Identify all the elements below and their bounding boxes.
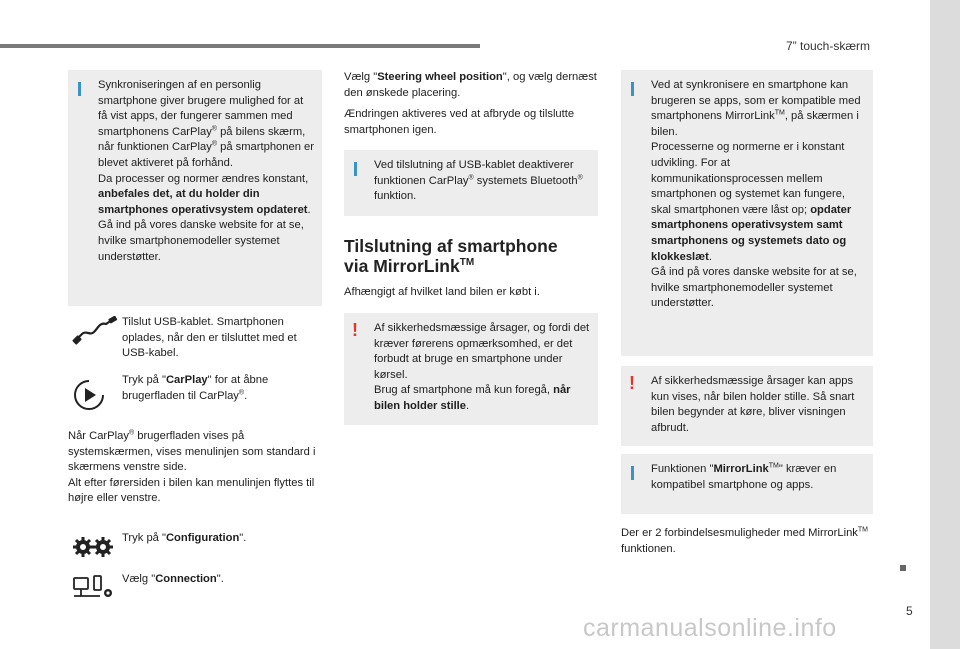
step-configuration-text: Tryk på "Configuration".	[122, 532, 247, 544]
activation-text: Ændringen aktiveres ved at afbryde og tilslutte smartphonen igen.	[344, 108, 575, 136]
watermark: carmanualsonline.info	[583, 614, 837, 642]
warning-text-driving: Af sikkerhedsmæssige årsager, og fordi det kræver førerens opmærksomhed, er det forbudt at bruge en smartphone under kørsel.	[374, 322, 590, 381]
step-usb-text: Tilslut USB-kablet. Smartphonen oplades, når den er tilsluttet med et USB-kabel.	[122, 316, 297, 360]
warning-icon: !	[352, 320, 358, 340]
gears-icon	[72, 535, 114, 559]
info-text-carplay: Synkroniseringen af en personlig smartphone giver brugere mulighed for at få vist apps, der fungerer sammen med smartphonens CarPlay® på bilens skærm, når funktionen CarPlay® på smartphonen er blevet aktiveret på forhånd.	[98, 79, 315, 169]
country-dependency-text: Afhængigt af hvilket land bilen er købt i.	[344, 286, 540, 298]
info-icon	[631, 466, 634, 480]
menubar-paragraph: Når CarPlay® brugerfladen vises på systemskærmen, vises menulinjen som standard i skærmens venstre side. Alt efter førersiden i bilen kan menulinjen flyttes til højre eller venstre.	[68, 429, 316, 505]
info-icon	[631, 82, 634, 96]
info-text-processes: Processerne og normerne er i konstant udvikling. For at kommunikationsprocessen mellem smartphonen og systemet kan fungere, skal smartphonen være låst op; opdater smartphonens operativsystem samt smartphonens og systemets dato og klokkeslæt.	[651, 141, 852, 263]
info-box-carplay	[68, 70, 322, 306]
step-carplay-text: Tryk på "CarPlay" for at åbne brugerfladen til CarPlay®.	[122, 374, 269, 402]
info-box-requirement	[621, 454, 873, 514]
info-icon	[78, 82, 81, 96]
carplay-icon	[72, 378, 106, 412]
info-box-mirrorlink	[621, 70, 873, 356]
info-icon	[354, 162, 357, 176]
warning-text-stationary: Brug af smartphone må kun foregå, når bilen holder stille.	[374, 384, 571, 412]
continuation-marker	[900, 565, 906, 571]
warning-icon: !	[629, 373, 635, 393]
mirrorlink-heading: Tilslutning af smartphone via MirrorLink™	[344, 236, 558, 276]
info-text-website: Gå ind på vores danske website for at se, hvilke smartphonemodeller systemet understøtter.	[98, 219, 304, 263]
info-box-bluetooth	[344, 150, 598, 216]
step-connection-text: Vælg "Connection".	[122, 573, 224, 585]
info-text-bluetooth: Ved tilslutning af USB-kablet deaktiverer funktionen CarPlay® systemets Bluetooth® funktion.	[374, 159, 583, 203]
header-rule	[0, 44, 480, 48]
warning-box-apps	[621, 366, 873, 446]
warning-box-driving	[344, 313, 598, 425]
connection-settings-icon	[72, 574, 114, 600]
usb-cable-icon	[72, 316, 118, 346]
page-number: 5	[906, 604, 913, 618]
info-text-requirement: Funktionen "MirrorLink™" kræver en kompatibel smartphone og apps.	[651, 462, 837, 491]
page-edge-tab	[930, 0, 960, 649]
steering-wheel-text: Vælg "Steering wheel position", og vælg dernæst den ønskede placering.	[344, 71, 597, 99]
info-text-website: Gå ind på vores danske website for at se, hvilke smartphonemodeller systemet understøtter.	[651, 266, 857, 310]
section-title: 7” touch-skærm	[786, 39, 871, 53]
info-text-sync: Ved at synkronisere en smartphone kan brugeren se apps, som er kompatible med smartphonens MirrorLink™, på skærmen i bilen.	[651, 79, 861, 138]
warning-text-apps: Af sikkerhedsmæssige årsager kan apps kun vises, når bilen holder stille. Så snart bilen begynder at køre, bliver visningen afbrudt.	[651, 375, 855, 434]
connection-options-text: Der er 2 forbindelsesmuligheder med MirrorLink™ funktionen.	[621, 526, 869, 555]
info-text-update: Da processer og normer ændres konstant, anbefales det, at du holder din smartphones operativsystem opdateret.	[98, 172, 311, 216]
